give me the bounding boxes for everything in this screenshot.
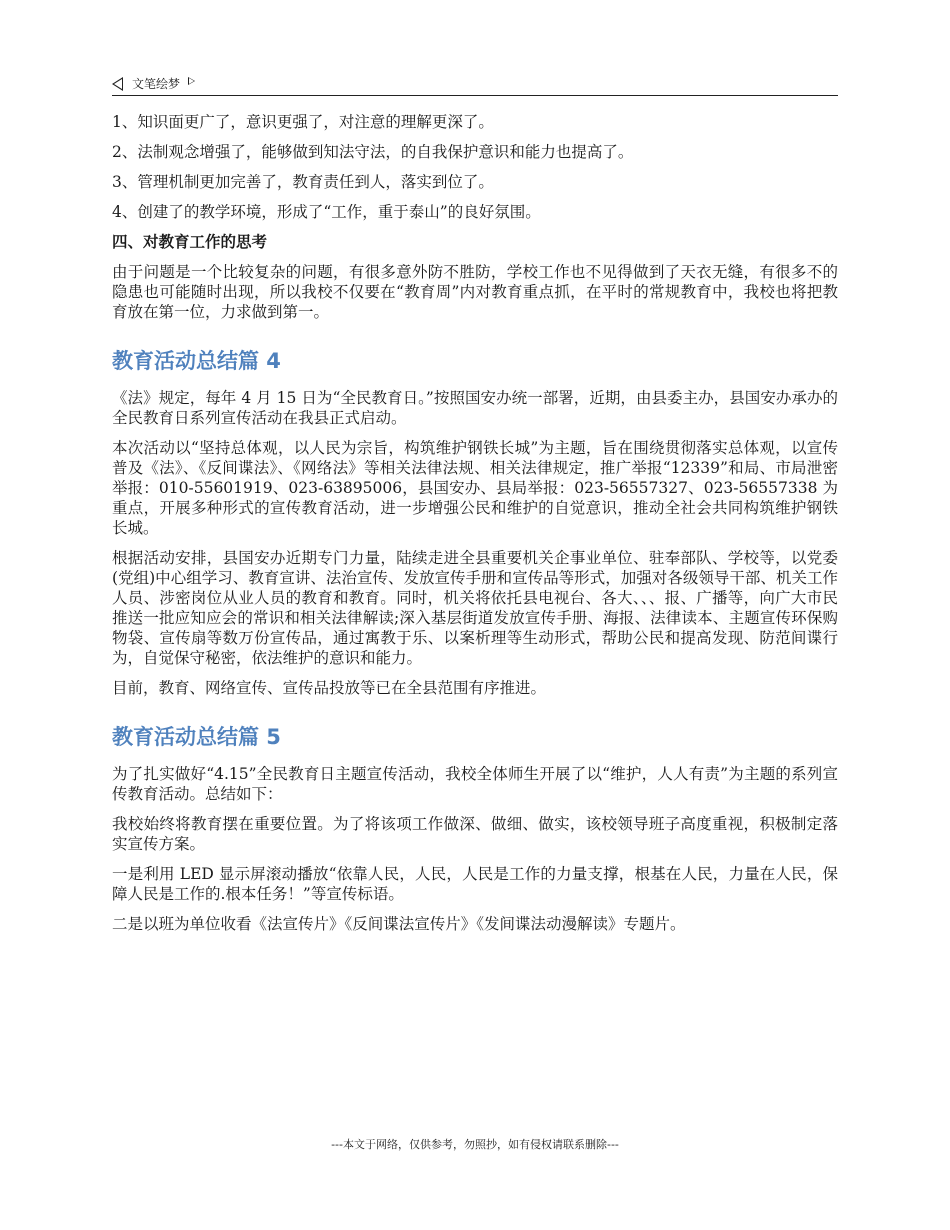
- page-header: [112, 72, 838, 96]
- document-body: [112, 112, 838, 944]
- article-title: 教育活动总结篇 4: [112, 349, 281, 373]
- triangle-right-icon: [188, 77, 195, 85]
- article-title: 教育活动总结篇 5: [112, 725, 281, 749]
- list-item: 4、创建了的教学环境，形成了“工作，重于泰山”的良好氛围。: [112, 203, 541, 221]
- paragraph: 《法》规定，每年 4 月 15 日为“全民教育日。”按照国安办统一部署，近期，由县委主办，县国安办承办的全民教育日系列宣传活动在我县正式启动。: [112, 389, 838, 427]
- paragraph: 为了扎实做好“4.15”全民教育日主题宣传活动，我校全体师生开展了以“维护，人人有责”为主题的系列宣传教育活动。总结如下：: [112, 765, 838, 803]
- paragraph: 目前，教育、网络宣传、宣传品投放等已在全县范围有序推进。: [112, 679, 547, 697]
- page-footer: ---本文于网络，仅供参考，勿照抄，如有侵权请联系删除---: [331, 1138, 619, 1151]
- paragraph: 二是以班为单位收看《法宣传片》《反间谍法宣传片》《发间谍法动漫解读》专题片。: [112, 915, 686, 933]
- paragraph: 一是利用 LED 显示屏滚动播放“依靠人民，人民，人民是工作的力量支撑，根基在人民，力量在人民，保障人民是工作的.根本任务！”等宣传标语。: [112, 865, 838, 903]
- paragraph: 本次活动以“坚持总体观，以人民为宗旨，构筑维护钢铁长城”为主题，旨在围绕贯彻落实总体观，以宣传普及《法》、《反间谍法》、《网络法》等相关法律法规、相关法律规定，推广举报“12339”和局、市局泄密举报：010-55601919、023-63895006，县国安办、县局举报：023-56557327、023-56557338 为重点，开展多种形式的宣传教育活动，进一步增强公民和维护的自觉意识，推动全社会共同构筑维护钢铁长城。: [112, 439, 838, 537]
- paragraph: 我校始终将教育摆在重要位置。为了将该项工作做深、做细、做实，该校领导班子高度重视，积极制定落实宣传方案。: [112, 815, 838, 853]
- paragraph: 根据活动安排，县国安办近期专门力量，陆续走进全县重要机关企事业单位、驻奉部队、学校等，以党委(党组)中心组学习、教育宣讲、法治宣传、发放宣传手册和宣传品等形式，加强对各级领导干部、机关工作人员、涉密岗位从业人员的教育和教育。同时，机关将依托县电视台、各大、、、报、广播等，向广大市民推送一批应知应会的常识和相关法律解读;深入基层街道发放宣传手册、海报、法律读本、主题宣传环保购物袋、宣传扇等数万份宣传品，通过寓教于乐、以案析理等生动形式，帮助公民和提高发现、防范间谍行为，自觉保守秘密，依法维护的意识和能力。: [112, 549, 838, 667]
- section-heading: 四、对教育工作的思考: [112, 233, 268, 251]
- list-item: 3、管理机制更加完善了，教育责任到人，落实到位了。: [112, 173, 494, 191]
- paragraph: 由于问题是一个比较复杂的问题，有很多意外防不胜防，学校工作也不见得做到了天衣无缝，有很多不的隐患也可能随时出现，所以我校不仅要在“教育周”内对教育重点抓，在平时的常规教育中，我校也将把教育放在第一位，力求做到第一。: [112, 263, 838, 321]
- brand-label: 文笔绘梦: [132, 77, 181, 91]
- list-item: 1、知识面更广了，意识更强了，对注意的理解更深了。: [112, 113, 494, 131]
- triangle-left-icon: [112, 77, 123, 91]
- list-item: 2、法制观念增强了，能够做到知法守法，的自我保护意识和能力也提高了。: [112, 143, 634, 161]
